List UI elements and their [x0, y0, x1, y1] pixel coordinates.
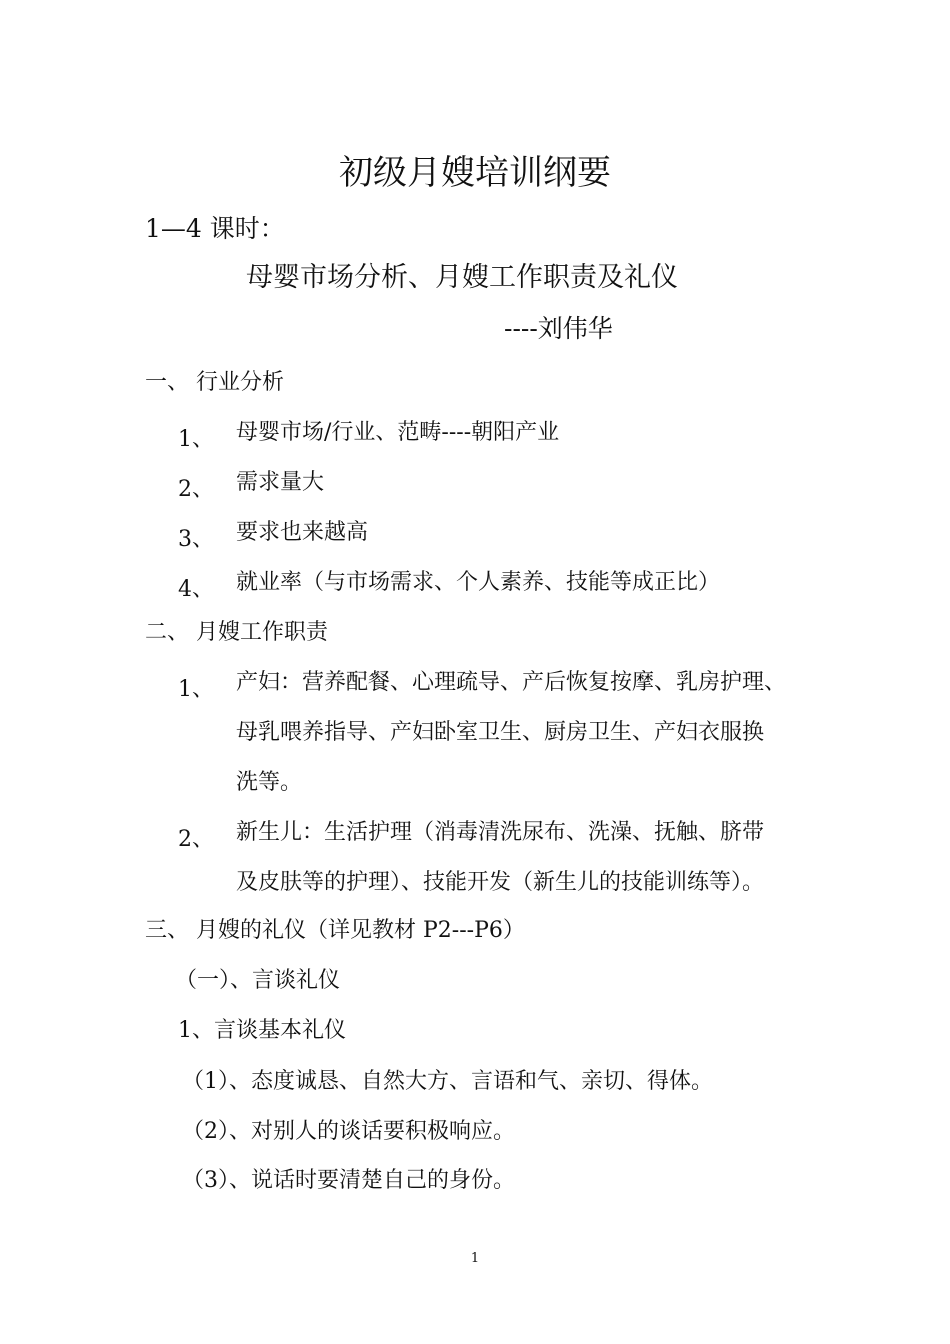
- list-number: 4、: [178, 577, 214, 602]
- list-number: 2、: [178, 477, 214, 502]
- list-number: 3、: [178, 527, 214, 552]
- list-item: （1）、态度诚恳、自然大方、言语和气、亲切、得体。: [182, 1069, 713, 1094]
- list-item: 要求也来越高: [236, 520, 369, 545]
- subsubsection-heading: 1、言谈基本礼仪: [178, 1018, 346, 1043]
- list-item: 母婴市场/行业、范畴----朝阳产业: [236, 420, 560, 445]
- list-item: （3）、说话时要清楚自己的身份。: [182, 1168, 515, 1193]
- list-item-line: 产妇：营养配餐、心理疏导、产后恢复按摩、乳房护理、: [236, 670, 787, 695]
- list-item: （2）、对别人的谈话要积极响应。: [182, 1119, 515, 1144]
- author: ----刘伟华: [504, 314, 613, 343]
- list-item-line: 母乳喂养指导、产妇卧室卫生、厨房卫生、产妇衣服换: [236, 720, 765, 745]
- list-item-line: 洗等。: [236, 770, 303, 795]
- document-title: 初级月嫂培训纲要: [339, 153, 611, 193]
- list-number: 1、: [178, 677, 214, 702]
- lesson-hours: 1—4 课时：: [145, 214, 285, 243]
- list-item: 就业率（与市场需求、个人素养、技能等成正比）: [236, 570, 721, 595]
- section-heading-duties: 二、 月嫂工作职责: [145, 620, 328, 645]
- subsection-heading: （一）、言谈礼仪: [175, 968, 341, 993]
- list-number: 1、: [178, 427, 214, 452]
- section-heading-industry-analysis: 一、 行业分析: [145, 370, 284, 395]
- list-item-line: 新生儿：生活护理（消毒清洗尿布、洗澡、抚触、脐带: [236, 820, 765, 845]
- list-number: 2、: [178, 827, 214, 852]
- lesson-subtitle: 母婴市场分析、月嫂工作职责及礼仪: [246, 262, 678, 293]
- list-item-line: 及皮肤等的护理）、技能开发（新生儿的技能训练等）。: [236, 870, 765, 895]
- list-item: 需求量大: [236, 470, 325, 495]
- section-heading-etiquette: 三、 月嫂的礼仪（详见教材 P2---P6）: [145, 918, 525, 943]
- page-number: 1: [470, 1251, 480, 1266]
